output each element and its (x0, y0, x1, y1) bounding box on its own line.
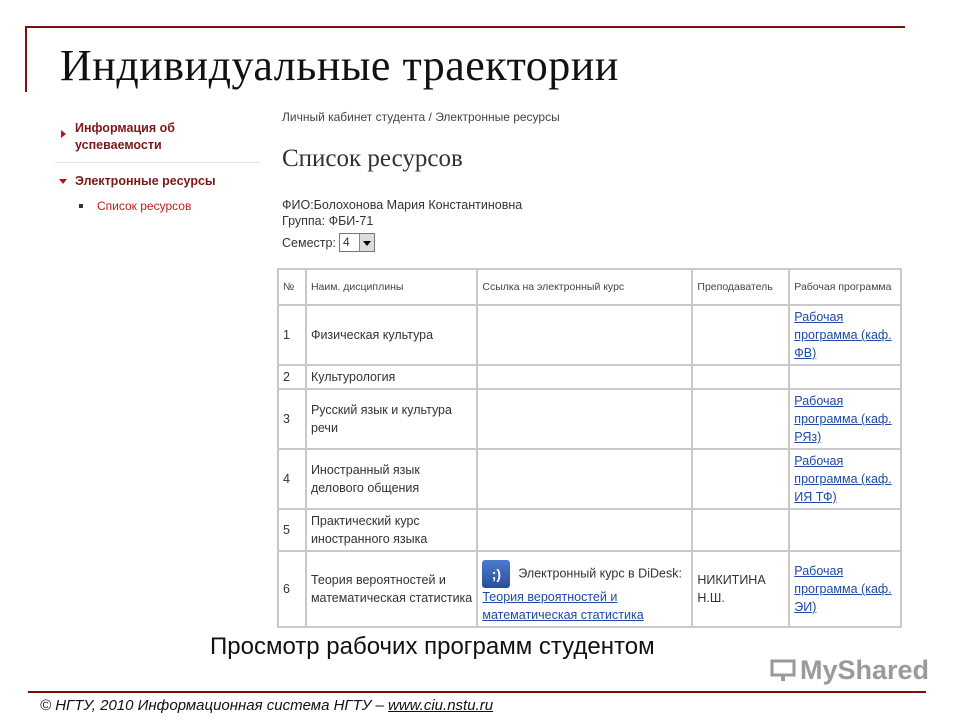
footer (40, 697, 493, 714)
course-link[interactable]: Теория вероятностей и математическая статистика (482, 590, 644, 622)
row-discipline: Русский язык и культура речи (306, 389, 477, 449)
student-group: Группа: ФБИ-71 (282, 214, 374, 228)
row-teacher: НИКИТИНА Н.Ш. (692, 551, 789, 627)
row-discipline: Теория вероятностей и математическая статистика (306, 551, 477, 627)
table-row (278, 365, 901, 389)
title-frame-top-rule (25, 26, 905, 28)
row-teacher (692, 389, 789, 449)
slide-title: Индивидуальные траектории (60, 41, 619, 90)
semester-label: Семестр: (282, 235, 336, 250)
sidebar-subitem-resource-list[interactable] (79, 199, 260, 213)
row-course (477, 365, 692, 389)
row-course (477, 449, 692, 509)
row-program (789, 365, 901, 389)
work-program-link[interactable]: Рабочая программа (каф. ФВ) (794, 310, 892, 360)
page-heading: Список ресурсов (282, 145, 463, 172)
sidebar-item-e-resources[interactable] (55, 173, 260, 190)
row-num: 4 (278, 449, 306, 509)
work-program-link[interactable]: Рабочая программа (каф. РЯз) (794, 394, 892, 444)
chevron-down-icon[interactable] (359, 234, 374, 251)
row-teacher (692, 509, 789, 551)
didesk-course-icon[interactable]: ;) (482, 560, 510, 588)
triangle-down-icon (59, 179, 67, 184)
header-program: Рабочая программа (789, 269, 901, 305)
row-teacher (692, 305, 789, 365)
resources-table-container (277, 268, 902, 622)
sidebar-item-label: Информация об успеваемости (75, 121, 175, 152)
table-row (278, 449, 901, 509)
sidebar-subitem-label: Список ресурсов (97, 199, 192, 213)
row-num: 5 (278, 509, 306, 551)
semester-select[interactable] (339, 233, 375, 252)
sidebar-item-label: Электронные ресурсы (75, 174, 216, 188)
presentation-icon (770, 659, 796, 683)
row-num: 2 (278, 365, 306, 389)
table-row (278, 509, 901, 551)
student-fio: ФИО:Болохонова Мария Константиновна (282, 198, 523, 212)
title-frame-left-rule (25, 26, 27, 92)
footer-rule (28, 691, 926, 693)
header-discipline: Наим. дисциплины (306, 269, 477, 305)
footer-link[interactable]: www.ciu.nstu.ru (388, 697, 494, 714)
table-header-row (278, 269, 901, 305)
row-course (477, 305, 692, 365)
row-num: 6 (278, 551, 306, 627)
row-program (789, 509, 901, 551)
header-teacher: Преподаватель (692, 269, 789, 305)
row-course (477, 389, 692, 449)
table-row (278, 389, 901, 449)
semester-value: 4 (342, 235, 350, 249)
watermark (770, 655, 929, 686)
row-course (477, 551, 692, 627)
student-info (282, 197, 522, 229)
course-prefix: Электронный курс в DiDesk: (518, 566, 682, 581)
header-course-link: Ссылка на электронный курс (477, 269, 692, 305)
watermark-text: MyShared (800, 655, 930, 685)
row-teacher (692, 365, 789, 389)
triangle-right-icon (61, 130, 66, 138)
table-row (278, 551, 901, 627)
row-course (477, 509, 692, 551)
header-num: № (278, 269, 306, 305)
slide-caption: Просмотр рабочих программ студентом (210, 633, 655, 660)
row-num: 1 (278, 305, 306, 365)
row-discipline: Практический курс иностранного языка (306, 509, 477, 551)
row-teacher (692, 449, 789, 509)
footer-text: © НГТУ, 2010 Информационная система НГТУ – (40, 697, 389, 714)
sidebar (55, 120, 260, 213)
breadcrumb[interactable]: Личный кабинет студента / Электронные ресурсы (282, 110, 560, 124)
work-program-link[interactable]: Рабочая программа (каф. ЭИ) (794, 564, 892, 614)
row-num: 3 (278, 389, 306, 449)
bullet-icon (79, 204, 83, 208)
work-program-link[interactable]: Рабочая программа (каф. ИЯ ТФ) (794, 454, 892, 504)
sidebar-item-grades[interactable] (55, 120, 260, 163)
table-row (278, 305, 901, 365)
row-discipline: Культурология (306, 365, 477, 389)
semester-row (282, 233, 375, 252)
row-discipline: Иностранный язык делового общения (306, 449, 477, 509)
row-discipline: Физическая культура (306, 305, 477, 365)
resources-table (277, 268, 902, 628)
